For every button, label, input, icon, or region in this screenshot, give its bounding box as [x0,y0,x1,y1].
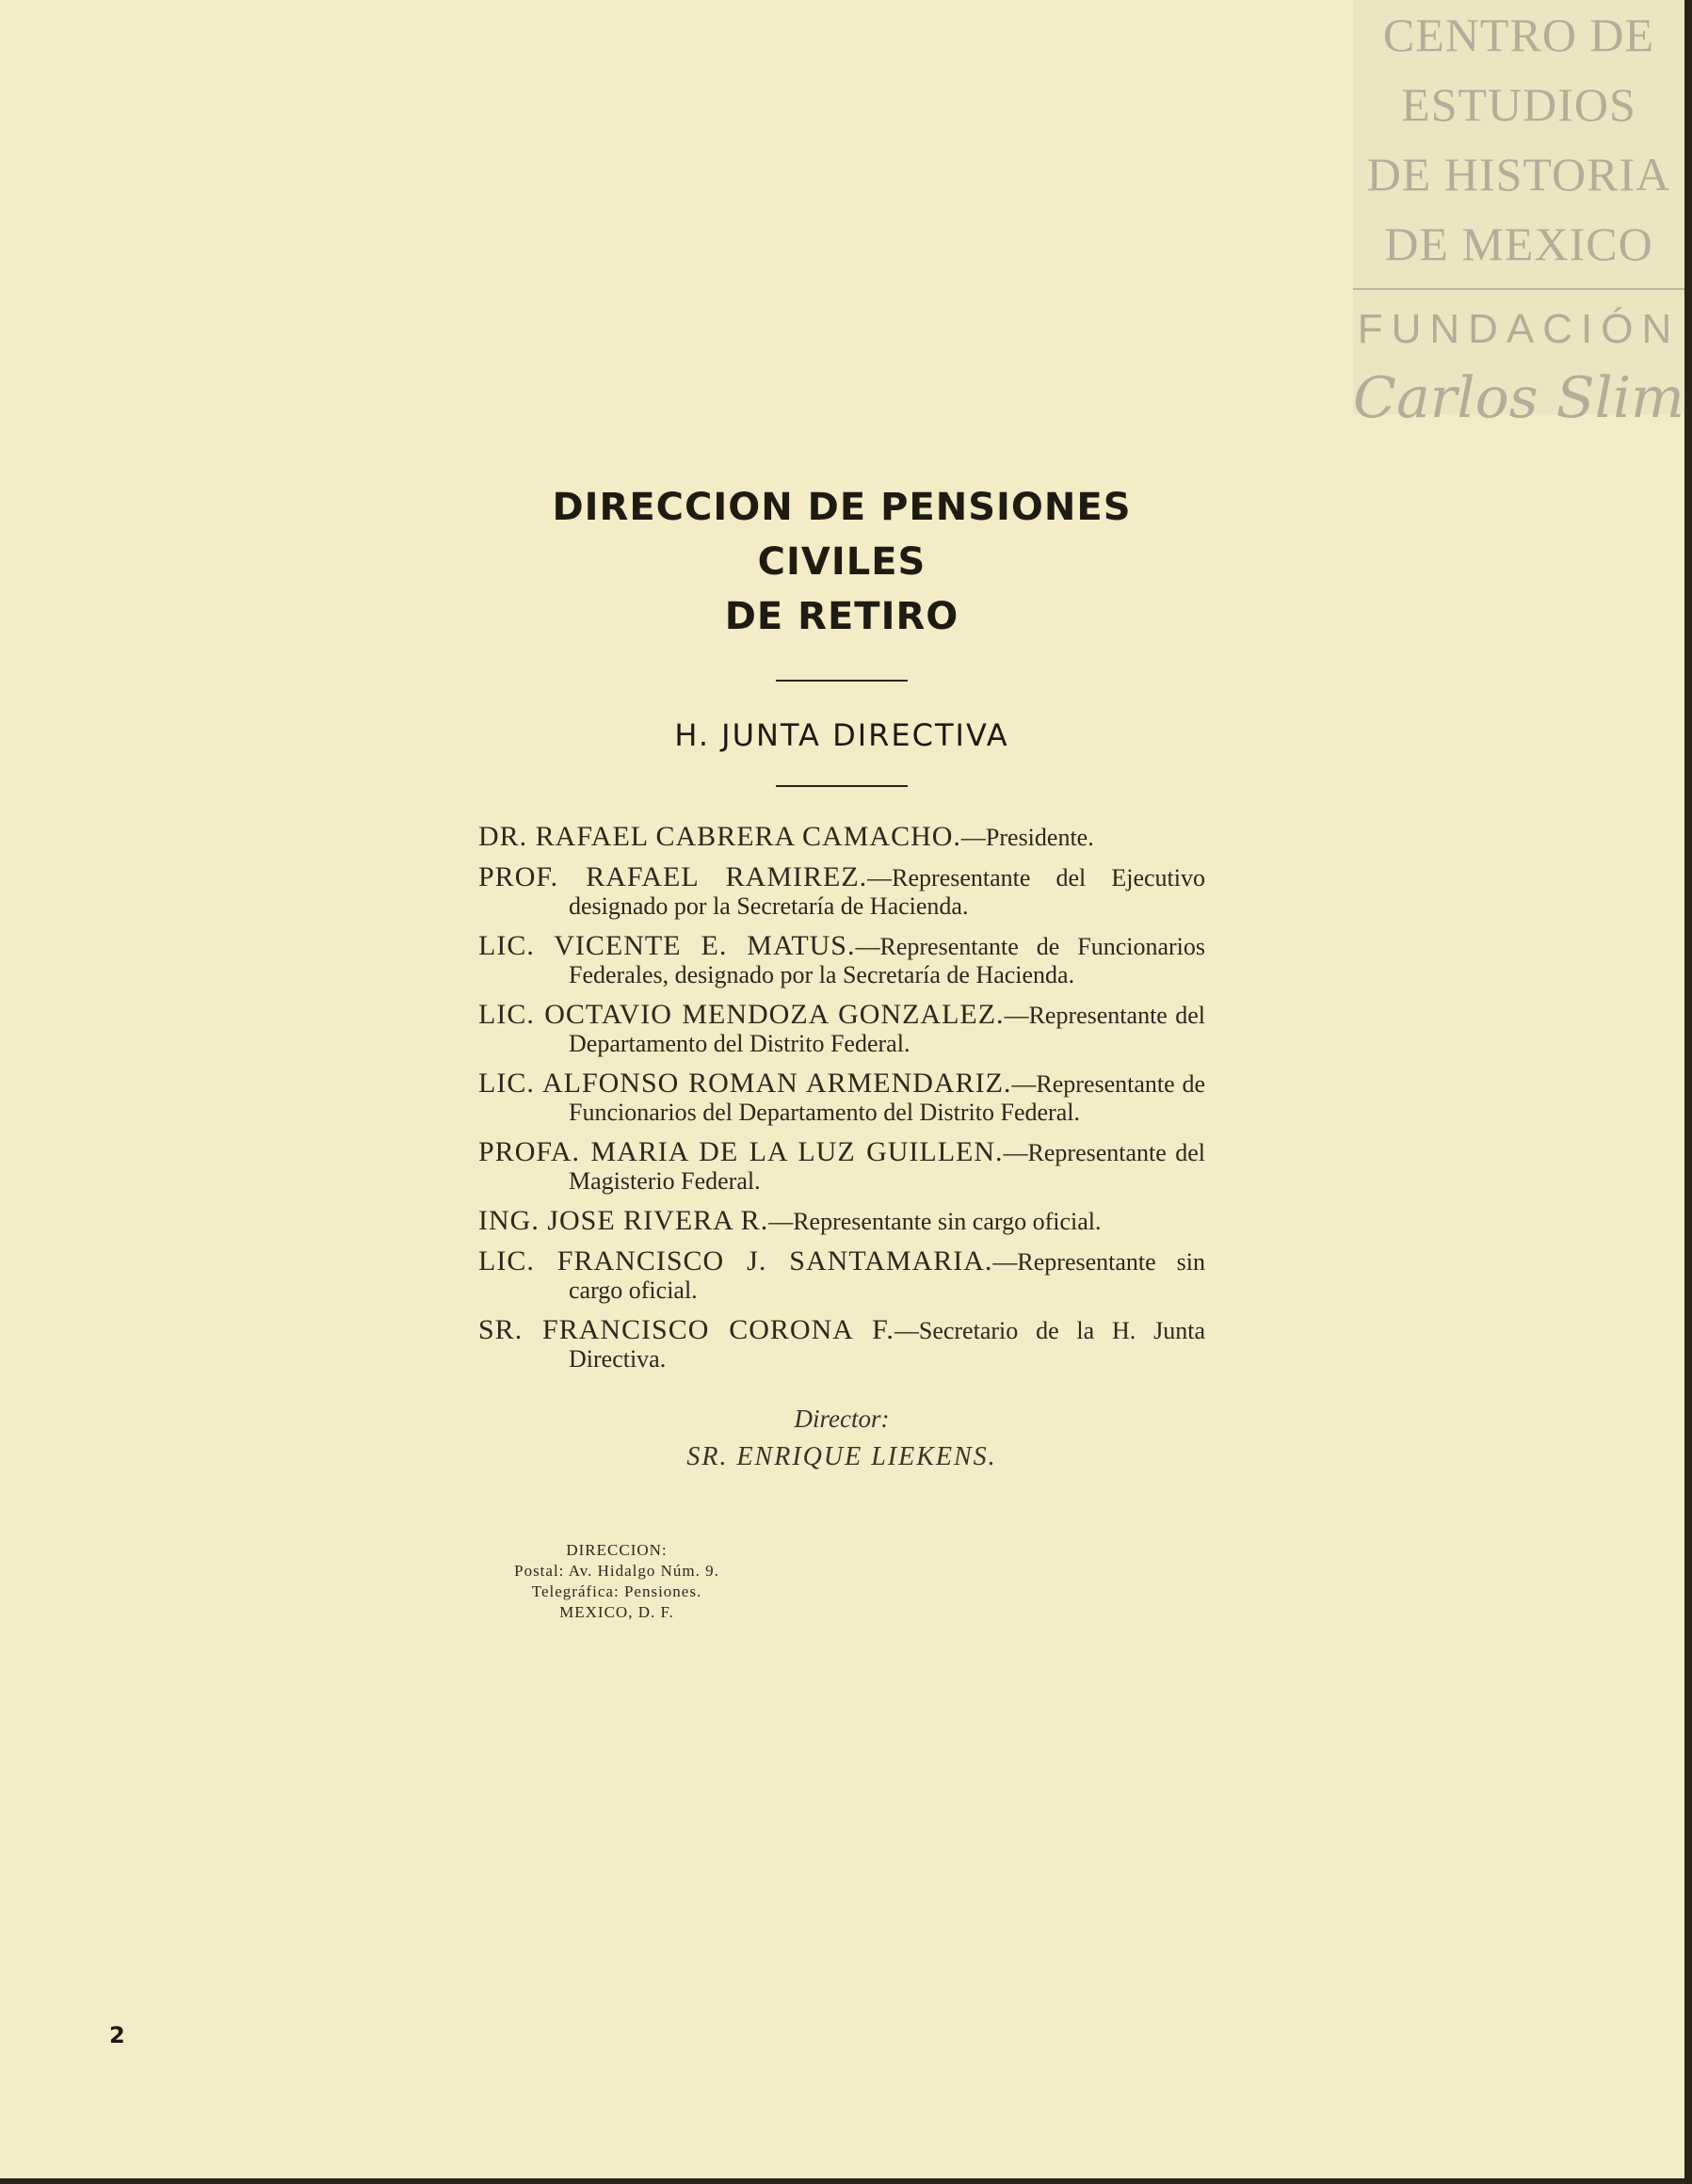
subtitle-divider [776,785,908,787]
watermark-line: DE HISTORIA [1366,148,1671,201]
list-item [478,1069,1205,1127]
section-subtitle: H. JUNTA DIRECTIVA [674,717,1009,753]
watermark-line: CENTRO DE [1382,8,1655,61]
member-name: LIC. OCTAVIO MENDOZA GONZALEZ. [478,999,1005,1030]
list-item [478,1001,1205,1058]
address-telegraphic: Telegráfica: Pensiones. [531,1582,702,1600]
member-name: LIC. ALFONSO ROMAN ARMENDARIZ. [478,1068,1012,1099]
member-role: —Presidente. [960,824,1094,851]
list-item [478,1247,1205,1305]
member-role: —Representante del Ejecutivo designado por la Secretaría de Hacienda. [569,864,1205,920]
watermark-foundation: FUNDACIÓN [1357,306,1681,352]
member-name: ING. JOSE RIVERA R. [478,1205,769,1236]
watermark-signature: Carlos Slim [1353,365,1684,431]
main-content [478,480,1205,1477]
member-role: —Secretario de la H. Junta Directiva. [569,1317,1205,1373]
member-name: LIC. VICENTE E. MATUS. [478,930,856,961]
director-label: Director: [794,1405,890,1433]
list-item [478,1138,1205,1196]
page-title [478,480,1205,644]
member-role: —Representante del Magisterio Federal. [569,1139,1205,1195]
title-line-1: DIRECCION DE PENSIONES CIVILES [552,486,1132,584]
list-item [478,863,1205,921]
address-city: MEXICO, D. F. [559,1603,674,1621]
member-name: SR. FRANCISCO CORONA F. [478,1314,894,1345]
list-item [478,1316,1205,1373]
page-edge-bottom [0,2178,1692,2184]
member-name: DR. RAFAEL CABRERA CAMACHO. [478,821,961,852]
title-line-2: DE RETIRO [724,595,959,638]
page-number: 2 [109,2022,125,2048]
list-item [478,823,1205,852]
address-block [471,1540,763,1623]
director-name: SR. ENRIQUE LIEKENS. [686,1442,997,1471]
member-role: —Representante sin cargo oficial. [768,1208,1102,1235]
list-item [478,1207,1205,1236]
archive-watermark [1353,0,1684,431]
watermark-line: DE MEXICO [1384,217,1653,270]
member-role: —Representante de Funcionarios Federales, designado por la Secretaría de Hacienda. [569,933,1205,988]
member-role: —Representante sin cargo oficial. [569,1248,1206,1304]
member-role: —Representante del Departamento del Distrito Federal. [569,1002,1205,1057]
page-edge-right [1684,0,1692,2184]
member-name: PROFA. MARIA DE LA LUZ GUILLEN. [478,1136,1004,1167]
address-heading: DIRECCION: [566,1541,668,1559]
list-item [478,932,1205,989]
member-role: —Representante de Funcionarios del Departamento del Distrito Federal. [569,1070,1205,1126]
watermark-divider [1353,288,1684,290]
title-divider [776,680,908,682]
address-postal: Postal: Av. Hidalgo Núm. 9. [514,1562,719,1580]
watermark-line: ESTUDIOS [1401,78,1636,131]
member-name: PROF. RAFAEL RAMIREZ. [478,861,868,892]
board-members-list [478,823,1205,1373]
member-name: LIC. FRANCISCO J. SANTAMARIA. [478,1245,993,1277]
